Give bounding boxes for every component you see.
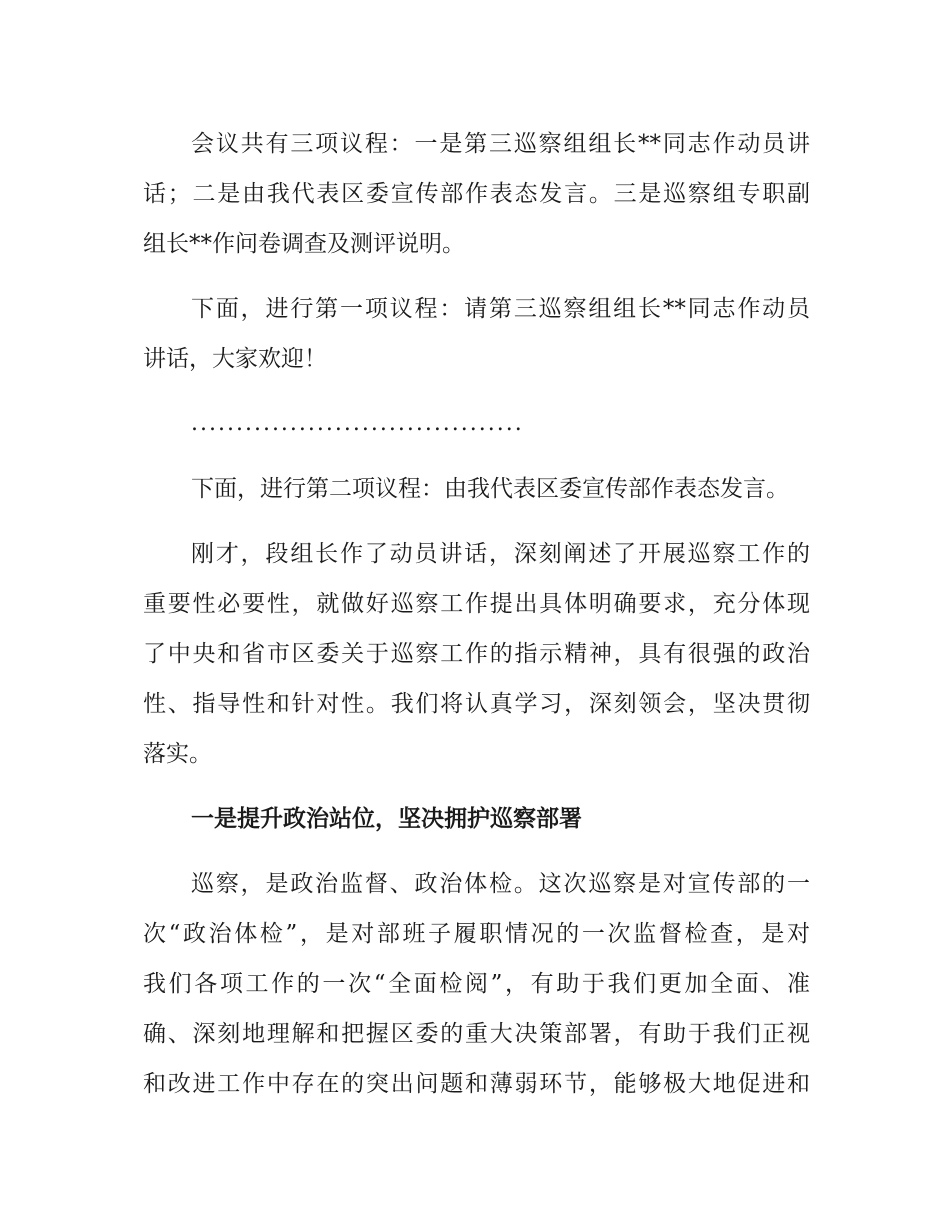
document-page bbox=[143, 119, 810, 1124]
paragraph bbox=[143, 859, 810, 1109]
text-line: 刚才，段组长作了动员讲话，深刻阐述了开展巡察工作的 bbox=[191, 541, 810, 567]
text-line: 下面，进行第一项议程：请第三巡察组组长**同志作动员 bbox=[191, 296, 810, 322]
text-line: 话；二是由我代表区委宣传部作表态发言。三是巡察组专职副 bbox=[143, 181, 810, 207]
paragraph bbox=[143, 529, 810, 779]
text-line: 落实。 bbox=[143, 741, 212, 767]
paragraph bbox=[143, 119, 810, 269]
text-line: 重要性必要性，就做好巡察工作提出具体明确要求，充分体现 bbox=[143, 591, 810, 617]
text-line: 一是提升政治站位，坚决拥护巡察部署 bbox=[191, 805, 582, 832]
text-line: 组长**作问卷调查及测评说明。 bbox=[143, 231, 465, 257]
text-line: 讲话，大家欢迎！ bbox=[143, 346, 327, 372]
text-line: 性、指导性和针对性。我们将认真学习，深刻领会，坚决贯彻 bbox=[143, 691, 810, 717]
section-heading bbox=[143, 794, 810, 844]
text-line: 巡察，是政治监督、政治体检。这次巡察是对宣传部的一 bbox=[191, 871, 810, 897]
text-line: 了中央和省市区委关于巡察工作的指示精神，具有很强的政治 bbox=[143, 641, 810, 667]
text-line: 和改进工作中存在的突出问题和薄弱环节，能够极大地促进和 bbox=[143, 1071, 810, 1097]
paragraph bbox=[143, 464, 810, 514]
paragraph bbox=[143, 284, 810, 384]
text-line: ..................................... bbox=[191, 411, 524, 436]
text-line: 下面，进行第二项议程：由我代表区委宣传部作表态发言。 bbox=[191, 476, 789, 502]
text-line: 次“政治体检”，是对部班子履职情况的一次监督检查，是对 bbox=[143, 921, 810, 947]
text-line: 确、深刻地理解和把握区委的重大决策部署，有助于我们正视 bbox=[143, 1021, 810, 1047]
text-line: 会议共有三项议程：一是第三巡察组组长**同志作动员讲 bbox=[191, 131, 810, 157]
ellipsis-separator bbox=[143, 399, 810, 449]
text-line: 我们各项工作的一次“全面检阅”，有助于我们更加全面、准 bbox=[143, 971, 810, 997]
